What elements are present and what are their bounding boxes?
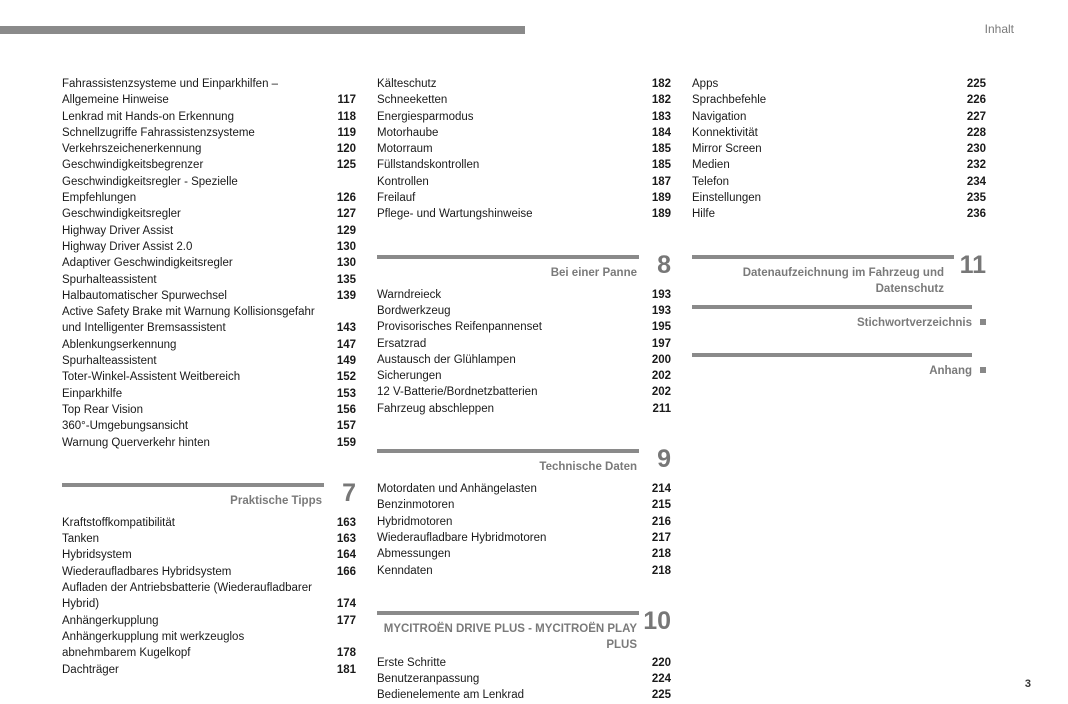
section-label: Stichwortverzeichnis [856, 316, 972, 329]
toc-entry-title: Fahrzeug abschleppen [377, 402, 494, 415]
toc-entry-page: 234 [966, 175, 986, 188]
toc-entry[interactable] [692, 206, 986, 222]
toc-entry-page: 193 [651, 288, 671, 301]
toc-entry[interactable] [377, 287, 671, 303]
toc-entry-page: 130 [336, 257, 356, 270]
toc-entry[interactable] [62, 223, 356, 239]
toc-entry-page: 157 [336, 420, 356, 433]
toc-entry[interactable] [62, 92, 356, 108]
toc-entry-title: 12 V-Batterie/Bordnetzbatterien [377, 386, 538, 399]
toc-entry[interactable] [62, 109, 356, 125]
toc-column-1 [62, 76, 356, 678]
section-anhang[interactable] [692, 353, 986, 377]
toc-entry-page: 225 [966, 78, 986, 90]
toc-entry-page: 200 [651, 353, 671, 366]
toc-entry[interactable] [62, 369, 356, 385]
toc-entry-title: Dachträger [62, 663, 119, 676]
toc-entry[interactable] [377, 384, 671, 400]
toc-entry[interactable] [377, 563, 671, 579]
toc-entry[interactable] [62, 515, 356, 531]
toc-entry-page: 225 [651, 689, 671, 702]
square-bullet-icon [980, 367, 986, 373]
toc-entry-page: 135 [336, 273, 356, 286]
toc-entry-page: 189 [651, 208, 671, 221]
toc-entry[interactable] [62, 418, 356, 434]
toc-entry-page: 177 [336, 614, 356, 627]
toc-entry-page: 217 [651, 531, 671, 544]
toc-entry-title: Kälteschutz [377, 78, 437, 90]
toc-entry[interactable] [62, 613, 356, 629]
toc-entry[interactable] [62, 304, 356, 320]
toc-entry-title: Aufladen der Antriebsbatterie (Wiederaufladbarer [62, 582, 312, 595]
toc-entry[interactable] [377, 530, 671, 546]
toc-entry-page: 214 [651, 483, 671, 496]
toc-entry[interactable] [62, 386, 356, 402]
toc-entry-page: 143 [336, 322, 356, 335]
toc-entry[interactable] [692, 190, 986, 206]
toc-entry-title: Motorraum [377, 143, 433, 156]
toc-entry[interactable] [62, 353, 356, 369]
toc-entry[interactable] [377, 368, 671, 384]
toc-entry-page: 125 [336, 159, 356, 172]
toc-entry[interactable] [62, 402, 356, 418]
toc-entry-title: Austausch der Glühlampen [377, 353, 516, 366]
toc-entry-page: 224 [651, 673, 671, 686]
toc-entry-title: Active Safety Brake mit Warnung Kollisionsgefahr [62, 306, 315, 319]
toc-entry[interactable] [62, 531, 356, 547]
toc-entry[interactable] [62, 596, 356, 612]
toc-entry-title: Motorhaube [377, 126, 439, 139]
toc-entry[interactable] [377, 514, 671, 530]
toc-entry-title: Wiederaufladbares Hybridsystem [62, 565, 232, 578]
toc-entry-title: Highway Driver Assist [62, 224, 174, 237]
toc-entry-title: Schneeketten [377, 94, 448, 107]
section-number: 7 [342, 478, 356, 507]
toc-entry-title: Medien [692, 159, 730, 172]
toc-entry-title: Bedienelemente am Lenkrad [377, 689, 525, 702]
section-number: 10 [643, 606, 671, 635]
toc-entry-page: 193 [651, 304, 671, 317]
toc-entry-title: Energiesparmodus [377, 110, 474, 123]
toc-entry-page: 228 [966, 126, 986, 139]
toc-entry[interactable] [377, 141, 671, 157]
toc-entry[interactable] [377, 655, 671, 671]
toc-entry-page: 202 [651, 370, 671, 383]
toc-entry-page: 216 [651, 515, 671, 528]
toc-entry-page: 184 [651, 126, 671, 139]
toc-entry[interactable] [377, 671, 671, 687]
toc-entry-title: 360°-Umgebungsansicht [62, 420, 189, 433]
toc-entry[interactable] [62, 125, 356, 141]
toc-entry-page: 218 [651, 564, 671, 577]
toc-entry-title: Mirror Screen [692, 143, 762, 156]
toc-entry-title: Toter-Winkel-Assistent Weitbereich [62, 371, 241, 384]
toc-entry[interactable] [62, 645, 356, 661]
section-rule [692, 255, 954, 259]
toc-entry-page: 211 [652, 402, 671, 415]
toc-column-3 [692, 76, 986, 377]
toc-entry-title: Provisorisches Reifenpannenset [377, 321, 542, 334]
toc-entry-title: Pflege- und Wartungshinweise [377, 208, 533, 221]
toc-entry-title: Tanken [62, 533, 100, 546]
toc-entry-title: Geschwindigkeitsregler - Spezielle [62, 175, 238, 188]
toc-entry[interactable] [377, 206, 671, 222]
toc-entry[interactable] [62, 76, 356, 92]
toc-entry-page: 236 [966, 208, 986, 221]
toc-entry-page: 235 [966, 192, 986, 205]
toc-entry-title: Empfehlungen [62, 192, 137, 205]
toc-entry[interactable] [62, 174, 356, 190]
toc-entry-title: Hybridsystem [62, 549, 132, 562]
section-10-header[interactable] [377, 606, 671, 653]
toc-entry-title: Benutzeranpassung [377, 673, 480, 686]
toc-entry-page: 202 [651, 386, 671, 399]
toc-entry[interactable] [377, 481, 671, 497]
toc-entry[interactable] [377, 687, 671, 703]
entry-list [62, 515, 356, 678]
toc-entry-title: Geschwindigkeitsregler [62, 208, 181, 221]
toc-entry[interactable] [377, 190, 671, 206]
toc-entry[interactable] [377, 157, 671, 173]
toc-entry-page: 178 [336, 647, 356, 660]
toc-entry-page: 164 [336, 549, 356, 562]
toc-entry-title: Kraftstoffkompatibilität [62, 516, 175, 529]
entry-list [377, 655, 671, 704]
toc-entry[interactable] [62, 320, 356, 336]
toc-entry-title: Füllstandskontrollen [377, 159, 480, 172]
toc-entry-page: 182 [651, 78, 671, 90]
header-title: Inhalt [984, 22, 1014, 36]
toc-entry-title: Geschwindigkeitsbegrenzer [62, 159, 204, 172]
toc-entry[interactable] [62, 564, 356, 580]
section-8-header[interactable] [377, 250, 671, 285]
toc-entry-title: Kontrollen [377, 175, 429, 188]
toc-entry[interactable] [377, 336, 671, 352]
toc-entry-page: 153 [336, 387, 356, 400]
section-label-line: PLUS [606, 638, 637, 651]
toc-entry[interactable] [62, 190, 356, 206]
toc-entry-page: 218 [651, 548, 671, 561]
toc-entry-page: 197 [651, 337, 671, 350]
toc-entry-title: Top Rear Vision [62, 403, 143, 416]
toc-entry-page: 117 [337, 94, 356, 107]
toc-entry-page: 130 [336, 240, 356, 253]
toc-entry-title: Hybrid) [62, 598, 100, 611]
toc-entry[interactable] [377, 401, 671, 417]
toc-entry-page: 183 [651, 110, 671, 123]
toc-entry-title: Sicherungen [377, 370, 442, 383]
toc-entry-title: Kenndaten [377, 564, 433, 577]
toc-entry-page: 166 [336, 565, 356, 578]
toc-entry-title: Hybridmotoren [377, 515, 453, 528]
toc-entry[interactable] [692, 174, 986, 190]
toc-entry[interactable] [377, 109, 671, 125]
entry-list [377, 481, 671, 579]
toc-entry[interactable] [62, 547, 356, 563]
toc-entry-title: Warndreieck [377, 288, 442, 301]
toc-entry-page: 120 [336, 143, 356, 156]
entry-list [62, 76, 356, 451]
toc-entry-title: Anhängerkupplung mit werkzeuglos [62, 630, 245, 643]
toc-entry-title: Ablenkungserkennung [62, 338, 177, 351]
toc-entry[interactable] [62, 157, 356, 173]
section-rule [62, 483, 324, 487]
section-label-line: Datenschutz [875, 282, 944, 295]
toc-entry[interactable] [377, 76, 671, 92]
toc-entry-title: Sprachbefehle [692, 94, 767, 107]
toc-entry[interactable] [62, 239, 356, 255]
toc-entry-page: 119 [337, 126, 356, 139]
section-rule [377, 611, 639, 615]
toc-entry-title: Verkehrszeichenerkennung [62, 143, 202, 156]
toc-entry-title: Konnektivität [692, 126, 758, 139]
toc-entry-page: 156 [336, 403, 356, 416]
section-9-header[interactable] [377, 445, 671, 479]
toc-entry-title: Hilfe [692, 208, 716, 221]
section-rule [692, 353, 972, 357]
toc-entry-title: Adaptiver Geschwindigkeitsregler [62, 257, 233, 270]
toc-entry[interactable] [62, 255, 356, 271]
section-rule [377, 255, 639, 259]
toc-entry[interactable] [62, 272, 356, 288]
toc-entry-page: 181 [336, 663, 356, 676]
toc-entry[interactable] [62, 206, 356, 222]
square-bullet-icon [980, 319, 986, 325]
section-11-header[interactable] [692, 250, 986, 297]
toc-entry-page: 163 [336, 516, 356, 529]
section-label-line: Datenaufzeichnung im Fahrzeug und [742, 266, 944, 279]
toc-entry-title: Apps [692, 78, 719, 90]
toc-entry[interactable] [692, 109, 986, 125]
toc-entry-title: Schnellzugriffe Fahrassistenzsysteme [62, 126, 255, 139]
toc-entry-title: Telefon [692, 175, 730, 188]
section-label: Praktische Tipps [230, 494, 322, 507]
toc-entry-title: Warnung Querverkehr hinten [62, 436, 210, 449]
toc-entry-title: Anhängerkupplung [62, 614, 159, 627]
toc-entry[interactable] [62, 580, 356, 596]
toc-entry-title: Einstellungen [692, 192, 762, 205]
section-label: Technische Daten [539, 461, 637, 474]
toc-entry-page: 220 [651, 656, 671, 669]
toc-entry-title: Benzinmotoren [377, 499, 455, 512]
toc-entry-title: Bordwerkzeug [377, 304, 451, 317]
entry-list [692, 76, 986, 223]
toc-entry[interactable] [377, 546, 671, 562]
toc-entry-page: 226 [966, 94, 986, 107]
toc-entry-page: 185 [651, 159, 671, 172]
toc-entry-title: Motordaten und Anhängelasten [377, 483, 537, 496]
toc-entry-title: Highway Driver Assist 2.0 [62, 240, 193, 253]
toc-entry-title: Lenkrad mit Hands-on Erkennung [62, 110, 234, 123]
toc-entry-title: Spurhalteassistent [62, 273, 157, 286]
toc-entry[interactable] [62, 629, 356, 645]
toc-entry-page: 174 [336, 598, 356, 611]
toc-entry[interactable] [377, 92, 671, 108]
toc-entry-page: 182 [651, 94, 671, 107]
toc-entry-page: 185 [651, 143, 671, 156]
toc-column-2 [377, 76, 671, 704]
toc-entry-page: 118 [337, 110, 356, 123]
page-number: 3 [1024, 678, 1031, 690]
toc-entry-page: 232 [966, 159, 986, 172]
section-label-line: MYCITROËN DRIVE PLUS - MYCITROËN PLAY [383, 622, 637, 635]
toc-entry[interactable] [692, 125, 986, 141]
toc-entry-title: Erste Schritte [377, 656, 447, 669]
toc-entry[interactable] [62, 288, 356, 304]
toc-entry[interactable] [377, 125, 671, 141]
toc-entry-page: 152 [336, 371, 356, 384]
toc-entry-title: Abmessungen [377, 548, 451, 561]
toc-entry-page: 227 [966, 110, 986, 123]
toc-entry[interactable] [377, 303, 671, 319]
toc-entry-title: Spurhalteassistent [62, 355, 157, 368]
section-number: 11 [959, 250, 986, 279]
toc-entry-title: Ersatzrad [377, 337, 427, 350]
toc-entry[interactable] [62, 662, 356, 678]
toc-entry-page: 127 [336, 208, 356, 221]
toc-entry[interactable] [377, 352, 671, 368]
section-label [743, 265, 944, 297]
toc-entry[interactable] [62, 337, 356, 353]
toc-entry-page: 149 [336, 355, 356, 368]
toc-entry-page: 189 [651, 192, 671, 205]
toc-entry-page: 230 [966, 143, 986, 156]
toc-entry-title: Fahrassistenzsysteme und Einparkhilfen – [62, 78, 279, 90]
toc-entry-title: Navigation [692, 110, 747, 123]
section-label [384, 621, 637, 653]
toc-entry[interactable] [692, 157, 986, 173]
toc-entry-page: 129 [336, 224, 356, 237]
toc-entry[interactable] [377, 497, 671, 513]
toc-entry-title: und Intelligenter Bremsassistent [62, 322, 226, 335]
toc-entry-title: Halbautomatischer Spurwechsel [62, 289, 227, 302]
toc-entry[interactable] [692, 76, 986, 92]
toc-entry-title: Einparkhilfe [62, 387, 123, 400]
toc-entry-title: abnehmbarem Kugelkopf [62, 647, 191, 660]
toc-entry[interactable] [692, 141, 986, 157]
toc-entry-page: 215 [651, 499, 671, 512]
toc-entry-page: 195 [651, 321, 671, 334]
toc-entry[interactable] [377, 174, 671, 190]
toc-entry-page: 126 [336, 192, 356, 205]
toc-entry[interactable] [377, 319, 671, 335]
toc-entry-page: 139 [336, 289, 356, 302]
toc-entry[interactable] [62, 435, 356, 451]
header-bar [0, 26, 525, 34]
section-rule [377, 449, 639, 453]
toc-entry[interactable] [692, 92, 986, 108]
section-label: Anhang [929, 364, 972, 377]
toc-entry-page: 159 [336, 436, 356, 449]
toc-entry-page: 163 [336, 533, 356, 546]
toc-entry-page: 187 [651, 175, 671, 188]
toc-entry-title: Wiederaufladbare Hybridmotoren [377, 531, 547, 544]
entry-list [377, 287, 671, 417]
toc-entry-title: Allgemeine Hinweise [62, 94, 169, 107]
section-rule [692, 305, 972, 309]
section-number: 8 [657, 250, 671, 279]
section-number: 9 [657, 445, 671, 474]
section-stichwortverzeichnis[interactable] [692, 305, 986, 329]
entry-list [377, 76, 671, 223]
toc-entry-title: Freilauf [377, 192, 416, 205]
toc-entry-page: 147 [336, 338, 356, 351]
toc-entry[interactable] [62, 141, 356, 157]
section-7-header[interactable] [62, 478, 356, 513]
section-label: Bei einer Panne [550, 266, 637, 279]
